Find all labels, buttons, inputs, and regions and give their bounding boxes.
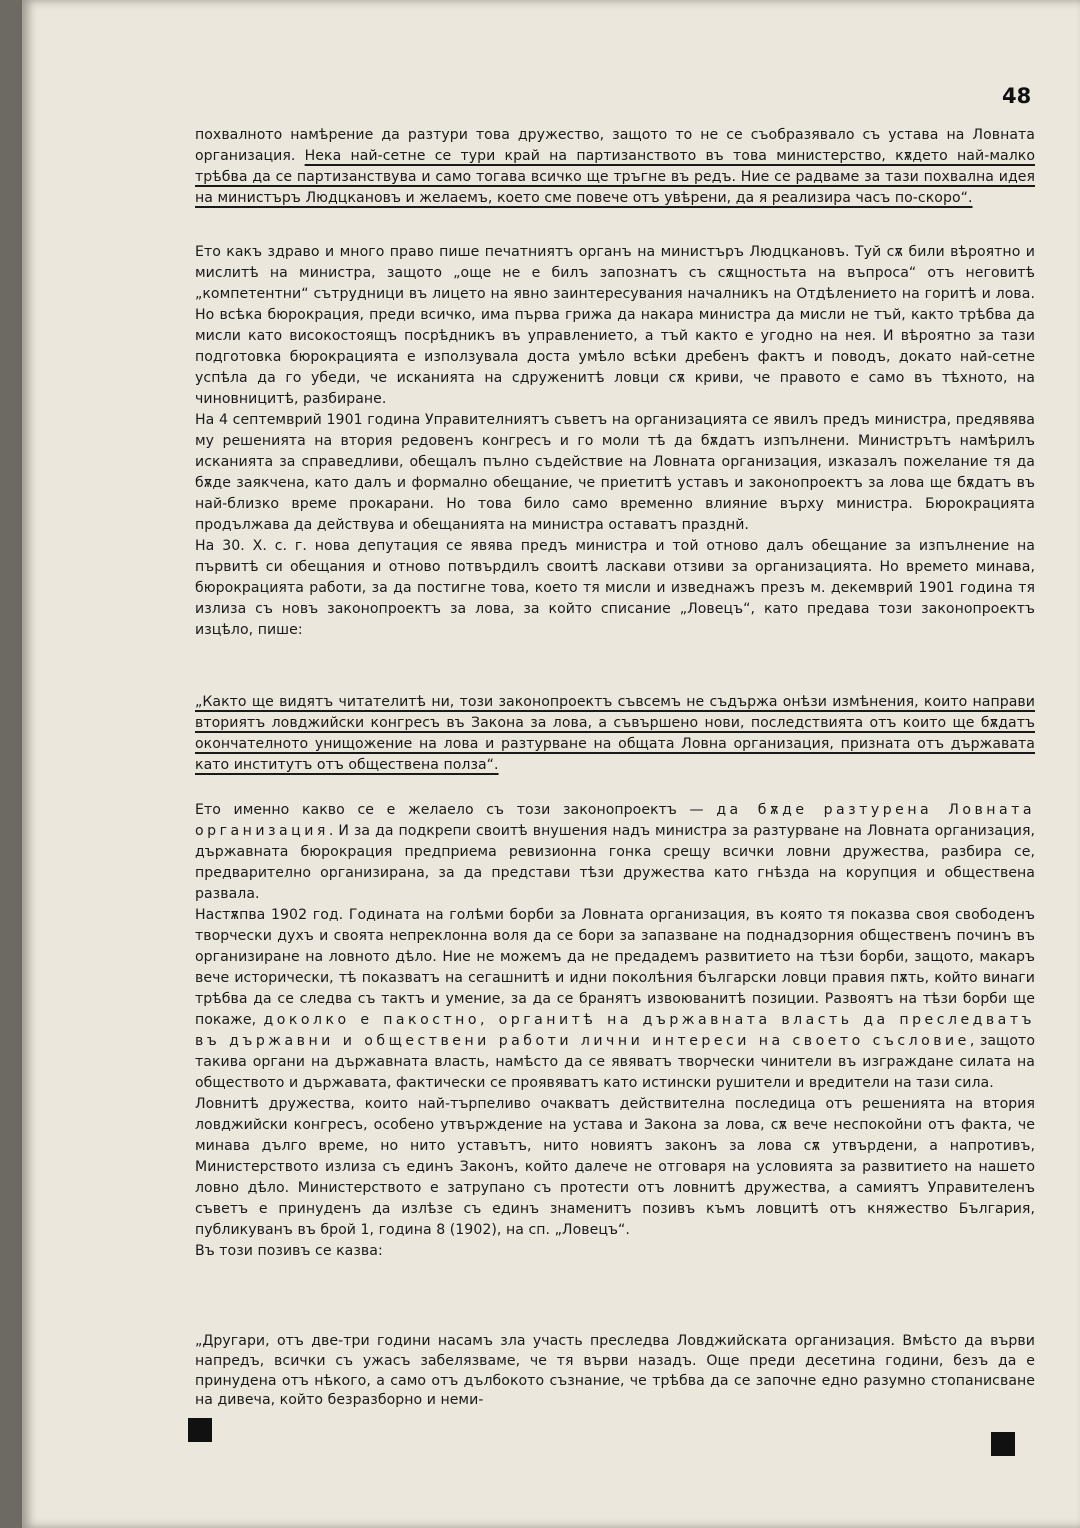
page-number: 48 [1002, 84, 1032, 108]
paragraph-1 [195, 125, 1035, 209]
paragraph-8: Въ този позивъ се казва: [195, 1243, 383, 1259]
underlined-quote-2: „Както ще видятъ читателитѣ ни, този законопроектъ съвсемъ не съдържа онѣзи измѣнения, които направи вториятъ ловджийски конгресъ въ Закона за лова, а съвършено нови, последствията отъ които ще бѫдатъ окончателното унищожение на лова и разтурване на общата Ловна организация, призната отъ държавата като институтъ отъ обществена полза“. [195, 694, 1035, 773]
paragraph-6-rest: , защото такива органи на държавната власть, намѣсто да се явяватъ творчески чинители въ изграждане силата на обществото и държавата, фактически се проявяватъ като истински рушители и вредители на тази сила. [195, 1033, 1035, 1091]
text-block-2 [195, 242, 1035, 641]
paragraph-3: На 4 септемврий 1901 година Управителниятъ съветъ на организацията се явилъ предъ министра, предявява му решенията на втория редовенъ конгресъ и го моли тѣ да бѫдатъ изпълнени. Министрътъ намѣрилъ исканията за справедливи, обещалъ пълно съдействие на Ловната организация, изказалъ пожелание тя да бѫде заякчена, като далъ и формално обещание, че приетитѣ уставъ и законопроектъ за лова ще бѫдатъ въ най-близко време прокарани. Но това било само временно влияние върху министра. Бюрокрацията продължава да действува и обещанията на министра оставатъ празднй. [195, 412, 1035, 533]
registration-mark-left [188, 1418, 212, 1442]
paragraph-4: На 30. X. с. г. нова депутация се явява предъ министра и той отново далъ обещание за изпълнение на първитѣ си обещания и отново потвърдилъ своитѣ ласкави отзиви за организацията. Но времето минава, бюрокрацията работи, за да постигне това, което тя мисли и изведнажъ презъ м. декемврий 1901 година тя излиза съ новъ законопроектъ за лова, за който списание „Ловецъ“, като предава този законопроектъ изцѣло, пише: [195, 538, 1035, 638]
paragraph-1-text: похвалното намѣрение да разтури това дружество, защото то не се съобразявало съ устава на Ловната организация. [195, 127, 1035, 164]
document-page [22, 0, 1080, 1528]
text-block-1 [195, 125, 1035, 209]
paragraph-5-text: Ето именно какво се е желаело съ този законопроектъ — [195, 802, 717, 818]
paragraph-5 [195, 800, 1035, 905]
text-block-5 [195, 1332, 1035, 1411]
text-block-4 [195, 800, 1035, 1262]
underlined-quote-1: Нека най-сетне се тури край на партизанството въ това министерство, кѫдето най-малко трѣбва да се партизанствува и само тогава всичко ще тръгне въ редъ. Ние се радваме за тази похвална идея на министъръ Людцкановъ и желаемъ, което сме повече отъ увѣрени, да я реализира часъ по-скоро“. [195, 148, 1035, 206]
paragraph-7: Ловнитѣ дружества, които най-търпеливо очакватъ действителна последица отъ решенията на втория ловджийски конгресъ, особено утвърждение на устава и Закона за лова, сѫ вече неспокойни отъ факта, че минава дълго време, но нито уставътъ, нито новиятъ законъ за лова сѫ утвърдени, а напротивъ, Министерството излиза съ единъ Законъ, който далече не отговаря на условията за развитието на нашето ловно дѣло. Министерството е затрупано съ протести отъ ловнитѣ дружества, а самиятъ Управителенъ съветъ е принуденъ да излѣзе съ единъ знаменитъ позивъ къмъ ловцитѣ отъ княжество България, публикуванъ въ брой 1, година 8 (1902), на сп. „Ловецъ“. [195, 1096, 1035, 1238]
paragraph-6 [195, 905, 1035, 1094]
registration-mark-right [991, 1432, 1015, 1456]
paragraph-5-rest: . И за да подкрепи своитѣ внушения надъ министра за разтурване на Ловната организация, държавната бюрокрация предприема ревизионна гонка срещу всички ловни дружества, разбира се, предварително организирана, за да представи тѣзи дружества като гнѣзда на корупция и обществена развала. [195, 823, 1035, 902]
paragraph-6-text: Настѫпва 1902 год. Годината на голѣми борби за Ловната организация, въ която тя показва своя свободенъ творчески духъ и своята непреклонна воля да се бори за запазване на поднадзорния общественъ починъ въ организиране на ловното дѣло. Ние не можемъ да не предадемъ развитието на тѣзи борби, защото, макаръ вече исторически, тѣ показватъ на сегашнитѣ и идни поколѣния български ловци правия пѫть, който винаги трѣбва да се следва съ тактъ и умение, за да се бранятъ извоюванитѣ позиции. Развоятъ на тѣзи борби ще покаже, [195, 907, 1035, 1028]
text-block-3 [195, 692, 1035, 776]
paragraph-2: Ето какъ здраво и много право пише печатниятъ органъ на министъръ Людцкановъ. Туй сѫ били вѣроятно и мислитѣ на министра, защото „още не е билъ запознатъ съ сѫщностьта на въпроса“ отъ неговитѣ „компетентни“ сътрудници въ лицето на явно заинтересувания началникъ на Отдѣлението на горитѣ и лова. Но всѣка бюрокрация, преди всичко, има първа грижа да накара министра да мисли не тъй, както трѣбва да мисли като високостоящъ посрѣдникъ въ управлението, а тъй както е угодно на нея. И вѣроятно за тази подготовка бюрокрацията е използувала доста умѣло всѣки дребенъ фактъ и поводъ, докато най-сетне успѣла да го убеди, че исканията на сдруженитѣ ловци сѫ криви, че правото е само въ тѣхното, на чиновницитѣ, разбиране. [195, 244, 1035, 407]
spaced-emphasis-2: доколко е пакостно, органитѣ на държавната власть да преследватъ въ държавни и обществени работи лични интереси на своето съсловие [195, 1012, 1035, 1049]
paragraph-9: „Другари, отъ две-три години насамъ зла участь преследва Ловджийската организация. Вмѣсто да върви напредъ, всички съ ужасъ забелязваме, че тя върви назадъ. Още преди десетина години, безъ да е принудена отъ нѣкого, а само отъ дълбокото съзнание, че трѣбва да се започне едно разумно стопанисване на дивеча, който безразборно и неми- [195, 1333, 1035, 1409]
spaced-emphasis-1: да бѫде разтурена Ловната организация [195, 802, 1035, 839]
